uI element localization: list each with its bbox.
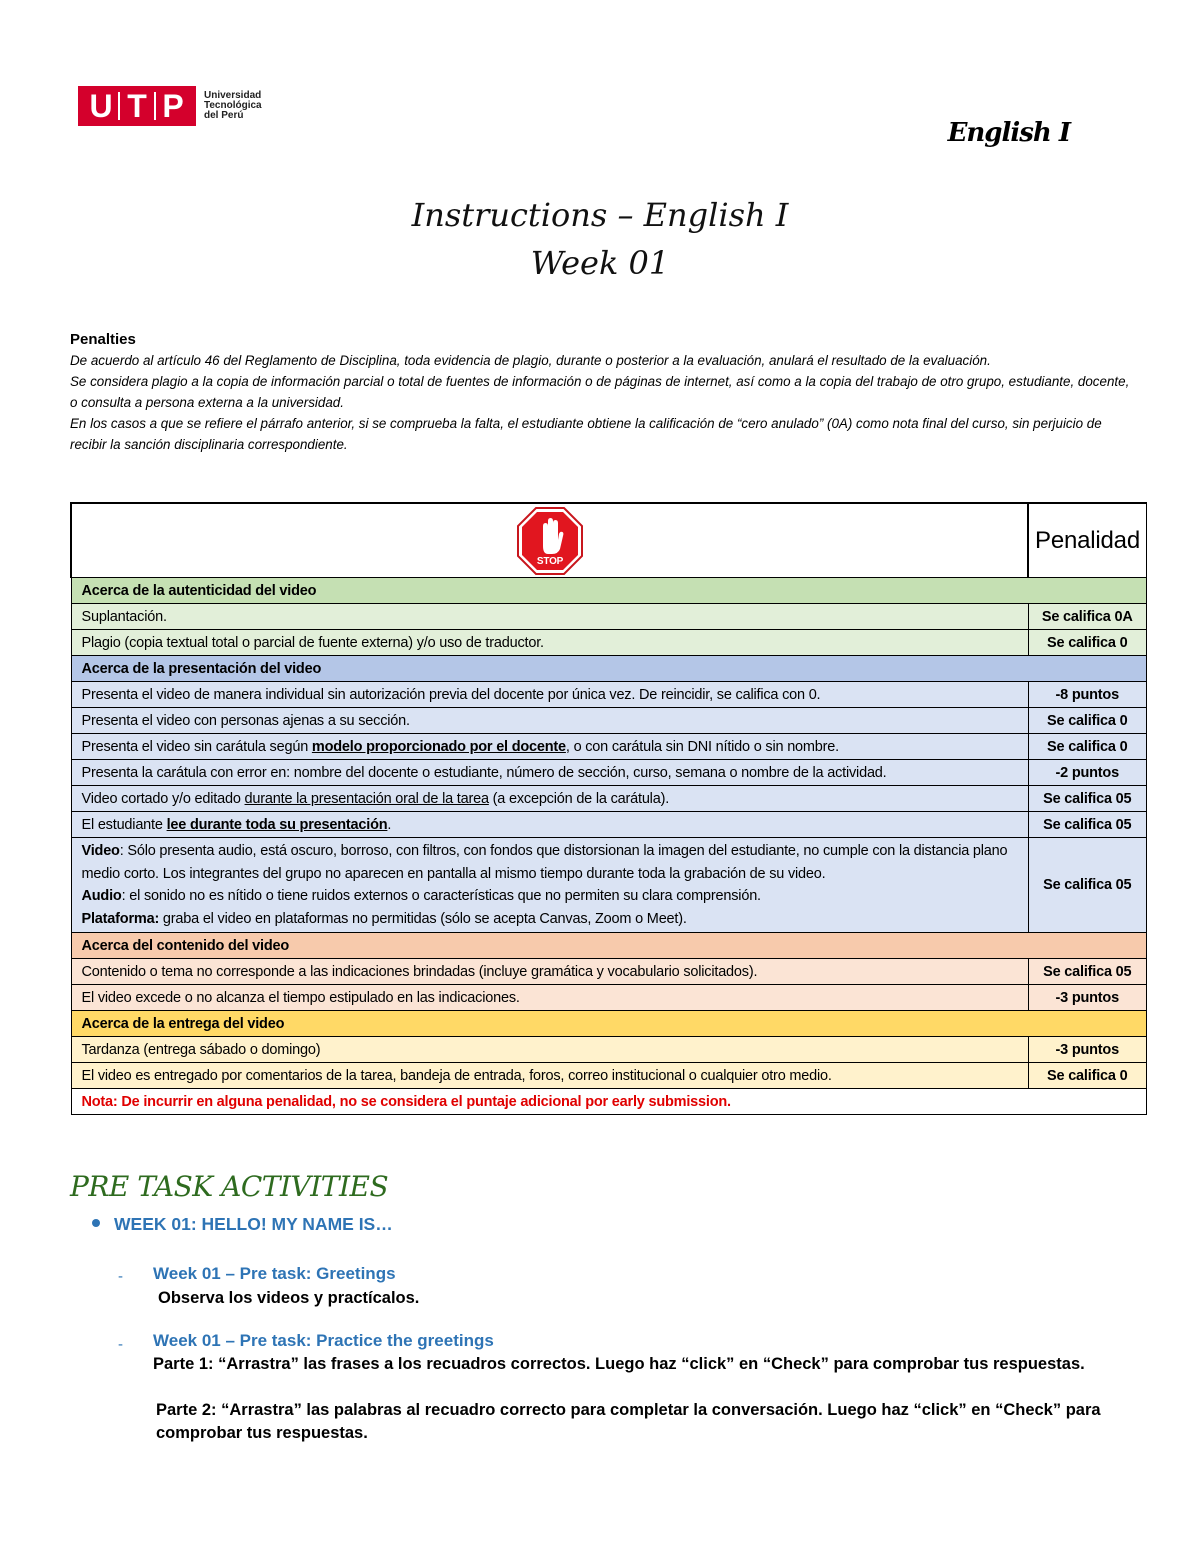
row-text: El video es entregado por comentarios de la tarea, bandeja de entrada, foros, correo institucional o cualquier otro medio. [71, 1063, 1028, 1089]
table-row [71, 1063, 1147, 1089]
pretask-greetings-text: Observa los videos y practícalos. [158, 1289, 420, 1307]
penalties-text [70, 350, 1140, 455]
table-row [71, 959, 1147, 985]
dash-icon: - [118, 1268, 123, 1285]
pretask-greetings-link[interactable]: Week 01 – Pre task: Greetings [153, 1264, 396, 1283]
row-text: El video excede o no alcanza el tiempo estipulado en las indicaciones. [71, 985, 1028, 1011]
utp-logo [78, 86, 262, 126]
underlined-text: durante la presentación oral de la tarea [244, 790, 489, 807]
row-text: Contenido o tema no corresponde a las indicaciones brindadas (incluye gramática y vocabulario solicitados). [71, 959, 1028, 985]
stop-sign-icon [516, 506, 584, 576]
section-contenido: Acerca del contenido del video [71, 933, 1147, 959]
note-row [71, 1089, 1147, 1115]
table-header-row [71, 503, 1147, 578]
section-presentacion: Acerca de la presentación del video [71, 656, 1147, 682]
week-bullet [92, 1214, 393, 1235]
penalties-heading: Penalties [70, 331, 136, 348]
document-subtitle: Week 01 [530, 244, 670, 282]
table-row [71, 604, 1147, 630]
section-row [71, 1011, 1147, 1037]
row-value: Se califica 05 [1028, 838, 1147, 933]
penalty-table [70, 502, 1147, 1115]
penalties-paragraph: De acuerdo al artículo 46 del Reglamento de Disciplina, toda evidencia de plagio, durante o posterior a la evaluación, anulará el resultado de la evaluación. [70, 353, 991, 368]
section-row [71, 656, 1147, 682]
row-value: Se califica 0 [1028, 1063, 1147, 1089]
table-row [71, 786, 1147, 812]
row-value: Se califica 05 [1028, 812, 1147, 838]
logo-letter-u: U [89, 87, 113, 124]
row-text: Suplantación. [71, 604, 1028, 630]
row-value: Se califica 05 [1028, 959, 1147, 985]
table-row [71, 838, 1147, 933]
table-row [71, 708, 1147, 734]
pretask-part2-text: Parte 2: “Arrastra” las palabras al recuadro correcto para completar la conversación. Luego haz “click” en “Check” paracomprobar tus respuestas. [156, 1401, 1101, 1442]
pretask-part1-text: Parte 1: “Arrastra” las frases a los recuadros correctos. Luego haz “click” en “Check” para comprobar tus respuestas. [153, 1355, 1085, 1373]
table-row [71, 734, 1147, 760]
row-value: Se califica 05 [1028, 786, 1147, 812]
table-note: Nota: De incurrir en alguna penalidad, no se considera el puntaje adicional por early submission. [71, 1089, 1147, 1115]
svg-text:STOP: STOP [536, 555, 563, 567]
logo-letter-p: P [162, 87, 184, 124]
document-title: Instructions – English I [411, 196, 789, 234]
emphasis-text: modelo proporcionado por el docente [311, 738, 566, 755]
row-value: -8 puntos [1028, 682, 1147, 708]
row-value: -2 puntos [1028, 760, 1147, 786]
table-row [71, 682, 1147, 708]
section-entrega: Acerca de la entrega del video [71, 1011, 1147, 1037]
pretask-title: PRE TASK ACTIVITIES [70, 1170, 389, 1203]
row-text: Tardanza (entrega sábado o domingo) [71, 1037, 1028, 1063]
row-text: Video cortado y/o editado durante la presentación oral de la tarea (a excepción de la carátula). [71, 786, 1028, 812]
utp-logo-mark [78, 86, 196, 126]
stop-cell [71, 503, 1028, 578]
week-heading: WEEK 01: HELLO! MY NAME IS… [114, 1214, 393, 1234]
pretask-practice-link[interactable]: Week 01 – Pre task: Practice the greetings [153, 1331, 494, 1350]
row-text: Plagio (copia textual total o parcial de fuente externa) y/o uso de traductor. [71, 630, 1028, 656]
row-value: Se califica 0 [1028, 734, 1147, 760]
row-text: El estudiante lee durante toda su presentación. [71, 812, 1028, 838]
penalties-paragraph: Se considera plagio a la copia de información parcial o total de fuentes de información o de páginas de internet, así como a la copia del trabajo de otro grupo, estudiante, docente, o consulta a persona externa a la universidad. [70, 374, 1130, 410]
emphasis-text: lee durante toda su presentación [166, 816, 388, 833]
row-text: Presenta el video con personas ajenas a su sección. [71, 708, 1028, 734]
section-row [71, 578, 1147, 604]
logo-text: Universidad Tecnológica del Perú [204, 90, 262, 121]
table-row [71, 630, 1147, 656]
row-value: Se califica 0 [1028, 630, 1147, 656]
table-row [71, 760, 1147, 786]
course-tag: English I [947, 118, 1070, 148]
bullet-icon [92, 1219, 100, 1227]
section-row [71, 933, 1147, 959]
logo-letter-t: T [127, 87, 147, 124]
table-row [71, 985, 1147, 1011]
row-text: Presenta el video sin carátula según modelo proporcionado por el docente, o con carátula sin DNI nítido o sin nombre. [71, 734, 1028, 760]
table-row [71, 812, 1147, 838]
penalties-paragraph: En los casos a que se refiere el párrafo anterior, si se comprueba la falta, el estudiante obtiene la calificación de “cero anulado” (0A) como nota final del curso, sin perjuicio de recibir la sanción disciplinaria correspondiente. [70, 416, 1102, 452]
row-value: Se califica 0 [1028, 708, 1147, 734]
section-autenticidad: Acerca de la autenticidad del video [71, 578, 1147, 604]
row-value: Se califica 0A [1028, 604, 1147, 630]
row-value: -3 puntos [1028, 985, 1147, 1011]
row-value: -3 puntos [1028, 1037, 1147, 1063]
row-text: Video: Sólo presenta audio, está oscuro, borroso, con filtros, con fondos que distorsionan la imagen del estudiante, no cumple con la distancia plano medio corto. Los integrantes del grupo no aparecen en pantalla al mismo tiempo durante toda la grabación de su video. Audio: el sonido no es nítido o tiene ruidos externos o características que no permiten su clara comprensión. Plataforma: graba el video en plataformas no permitidas (sólo se acepta Canvas, Zoom o Meet). [71, 838, 1028, 933]
row-text: Presenta el video de manera individual sin autorización previa del docente por única vez. De reincidir, se califica con 0. [71, 682, 1028, 708]
row-text: Presenta la carátula con error en: nombre del docente o estudiante, número de sección, curso, semana o nombre de la actividad. [71, 760, 1028, 786]
table-row [71, 1037, 1147, 1063]
penalidad-header: Penalidad [1028, 503, 1147, 578]
dash-icon: - [118, 1336, 123, 1353]
